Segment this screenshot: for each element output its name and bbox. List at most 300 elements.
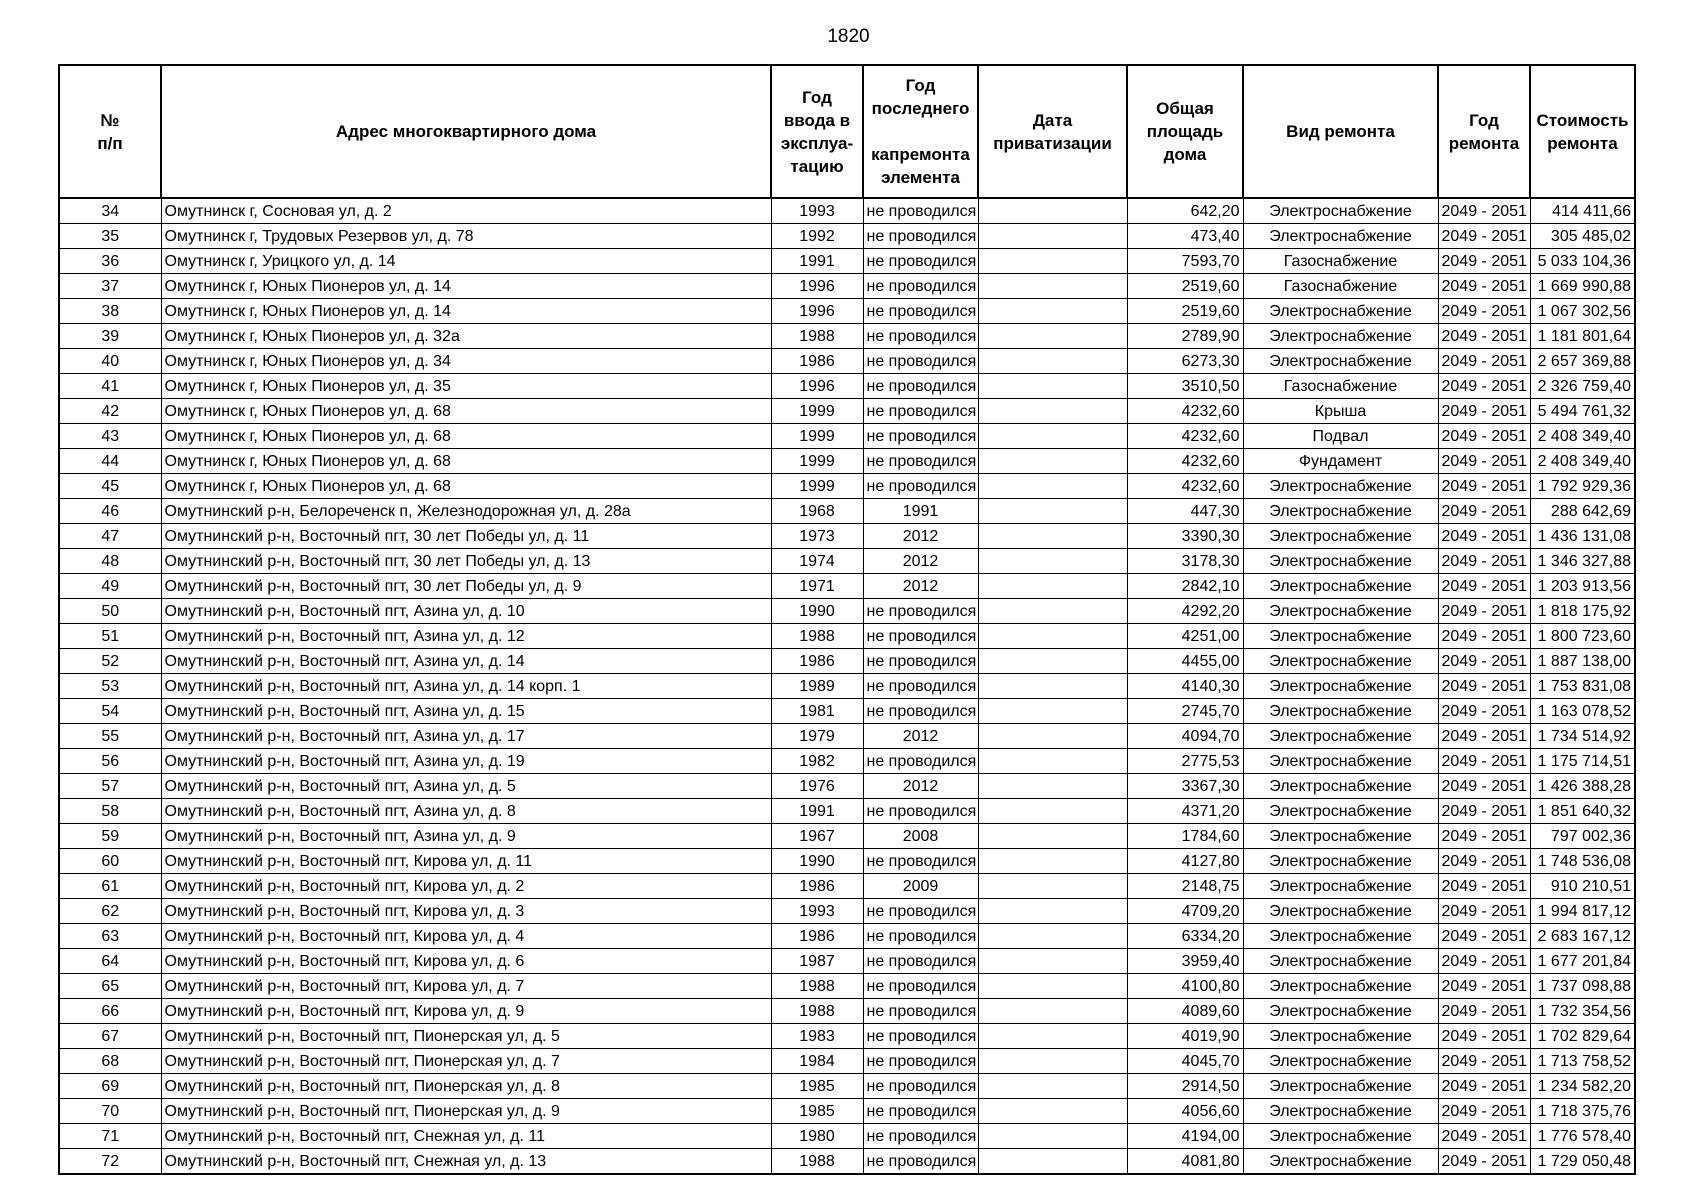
year-built-cell: 1981 [771, 699, 863, 724]
cost-cell: 797 002,36 [1530, 824, 1635, 849]
last-repair-cell: не проводился [863, 674, 978, 699]
repair-type-cell: Газоснабжение [1243, 274, 1438, 299]
table-row [59, 774, 1635, 799]
header-address: Адрес многоквартирного дома [161, 65, 771, 198]
row-number-cell: 69 [59, 1074, 161, 1099]
last-repair-cell: не проводился [863, 1074, 978, 1099]
repair-type-cell: Электроснабжение [1243, 349, 1438, 374]
repair-period-cell: 2049 - 2051 [1438, 974, 1530, 999]
privatization-cell [978, 824, 1127, 849]
cost-cell: 2 657 369,88 [1530, 349, 1635, 374]
header-cost: Стоимость ремонта [1530, 65, 1635, 198]
row-number-cell: 67 [59, 1024, 161, 1049]
cost-cell: 1 776 578,40 [1530, 1124, 1635, 1149]
repair-register-table [58, 64, 1636, 1175]
last-repair-cell: 2012 [863, 574, 978, 599]
year-built-cell: 1986 [771, 349, 863, 374]
area-cell: 2745,70 [1127, 699, 1243, 724]
last-repair-cell: 2012 [863, 724, 978, 749]
table-row [59, 324, 1635, 349]
year-built-cell: 1993 [771, 198, 863, 224]
repair-type-cell: Электроснабжение [1243, 774, 1438, 799]
table-row [59, 198, 1635, 224]
privatization-cell [978, 424, 1127, 449]
privatization-cell [978, 524, 1127, 549]
row-number-cell: 42 [59, 399, 161, 424]
cost-cell: 1 181 801,64 [1530, 324, 1635, 349]
last-repair-cell: не проводился [863, 374, 978, 399]
year-built-cell: 1999 [771, 474, 863, 499]
last-repair-cell: не проводился [863, 799, 978, 824]
address-cell: Омутнинский р-н, Восточный пгт, Кирова ул, д. 3 [161, 899, 771, 924]
address-cell: Омутнинск г, Юных Пионеров ул, д. 35 [161, 374, 771, 399]
area-cell: 4100,80 [1127, 974, 1243, 999]
privatization-cell [978, 1024, 1127, 1049]
privatization-cell [978, 1099, 1127, 1124]
table-row [59, 849, 1635, 874]
repair-type-cell: Электроснабжение [1243, 524, 1438, 549]
area-cell: 2148,75 [1127, 874, 1243, 899]
address-cell: Омутнинск г, Сосновая ул, д. 2 [161, 198, 771, 224]
repair-period-cell: 2049 - 2051 [1438, 198, 1530, 224]
year-built-cell: 1973 [771, 524, 863, 549]
row-number-cell: 36 [59, 249, 161, 274]
privatization-cell [978, 499, 1127, 524]
year-built-cell: 1985 [771, 1074, 863, 1099]
repair-period-cell: 2049 - 2051 [1438, 499, 1530, 524]
row-number-cell: 46 [59, 499, 161, 524]
repair-period-cell: 2049 - 2051 [1438, 749, 1530, 774]
year-built-cell: 1996 [771, 299, 863, 324]
table-row [59, 874, 1635, 899]
address-cell: Омутнинский р-н, Восточный пгт, Азина ул, д. 15 [161, 699, 771, 724]
table-row [59, 1149, 1635, 1175]
repair-period-cell: 2049 - 2051 [1438, 1049, 1530, 1074]
year-built-cell: 1979 [771, 724, 863, 749]
repair-type-cell: Электроснабжение [1243, 1149, 1438, 1175]
repair-period-cell: 2049 - 2051 [1438, 524, 1530, 549]
area-cell: 642,20 [1127, 198, 1243, 224]
address-cell: Омутнинск г, Трудовых Резервов ул, д. 78 [161, 224, 771, 249]
repair-period-cell: 2049 - 2051 [1438, 724, 1530, 749]
cost-cell: 1 737 098,88 [1530, 974, 1635, 999]
header-privatization: Дата приватизации [978, 65, 1127, 198]
repair-period-cell: 2049 - 2051 [1438, 1149, 1530, 1175]
row-number-cell: 35 [59, 224, 161, 249]
address-cell: Омутнинский р-н, Восточный пгт, Снежная ул, д. 11 [161, 1124, 771, 1149]
last-repair-cell: 2012 [863, 774, 978, 799]
page-number: 1820 [827, 26, 870, 47]
privatization-cell [978, 599, 1127, 624]
privatization-cell [978, 324, 1127, 349]
repair-period-cell: 2049 - 2051 [1438, 874, 1530, 899]
repair-type-cell: Электроснабжение [1243, 198, 1438, 224]
table-body [59, 198, 1635, 1174]
table-row [59, 349, 1635, 374]
row-number-cell: 39 [59, 324, 161, 349]
header-repair-type: Вид ремонта [1243, 65, 1438, 198]
cost-cell: 1 669 990,88 [1530, 274, 1635, 299]
area-cell: 4232,60 [1127, 424, 1243, 449]
address-cell: Омутнинский р-н, Восточный пгт, Снежная ул, д. 13 [161, 1149, 771, 1175]
repair-period-cell: 2049 - 2051 [1438, 599, 1530, 624]
cost-cell: 1 677 201,84 [1530, 949, 1635, 974]
row-number-cell: 65 [59, 974, 161, 999]
last-repair-cell: 2012 [863, 524, 978, 549]
repair-type-cell: Электроснабжение [1243, 624, 1438, 649]
row-number-cell: 48 [59, 549, 161, 574]
privatization-cell [978, 574, 1127, 599]
year-built-cell: 1984 [771, 1049, 863, 1074]
header-repair-period: Год ремонта [1438, 65, 1530, 198]
table-row [59, 1124, 1635, 1149]
row-number-cell: 38 [59, 299, 161, 324]
address-cell: Омутнинский р-н, Восточный пгт, 30 лет Победы ул, д. 9 [161, 574, 771, 599]
year-built-cell: 1971 [771, 574, 863, 599]
privatization-cell [978, 399, 1127, 424]
last-repair-cell: 2012 [863, 549, 978, 574]
row-number-cell: 55 [59, 724, 161, 749]
repair-type-cell: Газоснабжение [1243, 249, 1438, 274]
last-repair-cell: не проводился [863, 999, 978, 1024]
address-cell: Омутнинск г, Юных Пионеров ул, д. 68 [161, 449, 771, 474]
area-cell: 4019,90 [1127, 1024, 1243, 1049]
cost-cell: 1 702 829,64 [1530, 1024, 1635, 1049]
table-row [59, 824, 1635, 849]
last-repair-cell: 1991 [863, 499, 978, 524]
year-built-cell: 1986 [771, 874, 863, 899]
row-number-cell: 58 [59, 799, 161, 824]
privatization-cell [978, 1149, 1127, 1175]
address-cell: Омутнинск г, Юных Пионеров ул, д. 68 [161, 399, 771, 424]
year-built-cell: 1993 [771, 899, 863, 924]
row-number-cell: 68 [59, 1049, 161, 1074]
row-number-cell: 71 [59, 1124, 161, 1149]
repair-type-cell: Электроснабжение [1243, 1074, 1438, 1099]
last-repair-cell: не проводился [863, 649, 978, 674]
row-number-cell: 64 [59, 949, 161, 974]
privatization-cell [978, 374, 1127, 399]
cost-cell: 1 887 138,00 [1530, 649, 1635, 674]
repair-type-cell: Подвал [1243, 424, 1438, 449]
repair-period-cell: 2049 - 2051 [1438, 399, 1530, 424]
year-built-cell: 1999 [771, 449, 863, 474]
privatization-cell [978, 774, 1127, 799]
table-row [59, 624, 1635, 649]
area-cell: 4127,80 [1127, 849, 1243, 874]
last-repair-cell: не проводился [863, 599, 978, 624]
cost-cell: 5 033 104,36 [1530, 249, 1635, 274]
table-row [59, 724, 1635, 749]
repair-period-cell: 2049 - 2051 [1438, 374, 1530, 399]
area-cell: 3178,30 [1127, 549, 1243, 574]
cost-cell: 305 485,02 [1530, 224, 1635, 249]
repair-type-cell: Электроснабжение [1243, 224, 1438, 249]
privatization-cell [978, 1074, 1127, 1099]
repair-type-cell: Электроснабжение [1243, 649, 1438, 674]
privatization-cell [978, 924, 1127, 949]
year-built-cell: 1988 [771, 1149, 863, 1175]
last-repair-cell: не проводился [863, 924, 978, 949]
cost-cell: 1 346 327,88 [1530, 549, 1635, 574]
address-cell: Омутнинск г, Юных Пионеров ул, д. 34 [161, 349, 771, 374]
repair-type-cell: Электроснабжение [1243, 324, 1438, 349]
row-number-cell: 52 [59, 649, 161, 674]
privatization-cell [978, 624, 1127, 649]
table-row [59, 899, 1635, 924]
table-row [59, 374, 1635, 399]
address-cell: Омутнинск г, Юных Пионеров ул, д. 14 [161, 299, 771, 324]
repair-period-cell: 2049 - 2051 [1438, 549, 1530, 574]
area-cell: 4232,60 [1127, 399, 1243, 424]
row-number-cell: 44 [59, 449, 161, 474]
cost-cell: 1 792 929,36 [1530, 474, 1635, 499]
address-cell: Омутнинский р-н, Восточный пгт, 30 лет Победы ул, д. 11 [161, 524, 771, 549]
cost-cell: 1 851 640,32 [1530, 799, 1635, 824]
address-cell: Омутнинский р-н, Восточный пгт, Азина ул, д. 9 [161, 824, 771, 849]
year-built-cell: 1974 [771, 549, 863, 574]
area-cell: 6334,20 [1127, 924, 1243, 949]
last-repair-cell: не проводился [863, 1124, 978, 1149]
repair-type-cell: Электроснабжение [1243, 499, 1438, 524]
cost-cell: 1 994 817,12 [1530, 899, 1635, 924]
year-built-cell: 1996 [771, 374, 863, 399]
privatization-cell [978, 749, 1127, 774]
row-number-cell: 34 [59, 198, 161, 224]
year-built-cell: 1990 [771, 849, 863, 874]
last-repair-cell: не проводился [863, 324, 978, 349]
year-built-cell: 1996 [771, 274, 863, 299]
year-built-cell: 1990 [771, 599, 863, 624]
repair-type-cell: Крыша [1243, 399, 1438, 424]
repair-period-cell: 2049 - 2051 [1438, 824, 1530, 849]
area-cell: 4081,80 [1127, 1149, 1243, 1175]
header-last-repair: Год последнего капремонта элемента [863, 65, 978, 198]
area-cell: 4056,60 [1127, 1099, 1243, 1124]
table-row [59, 674, 1635, 699]
last-repair-cell: не проводился [863, 299, 978, 324]
area-cell: 2789,90 [1127, 324, 1243, 349]
repair-period-cell: 2049 - 2051 [1438, 849, 1530, 874]
cost-cell: 2 683 167,12 [1530, 924, 1635, 949]
last-repair-cell: не проводился [863, 624, 978, 649]
table-header-row [59, 65, 1635, 198]
privatization-cell [978, 299, 1127, 324]
cost-cell: 414 411,66 [1530, 198, 1635, 224]
last-repair-cell: не проводился [863, 949, 978, 974]
row-number-cell: 70 [59, 1099, 161, 1124]
cost-cell: 1 175 714,51 [1530, 749, 1635, 774]
privatization-cell [978, 1124, 1127, 1149]
repair-period-cell: 2049 - 2051 [1438, 649, 1530, 674]
privatization-cell [978, 1049, 1127, 1074]
cost-cell: 1 753 831,08 [1530, 674, 1635, 699]
area-cell: 4292,20 [1127, 599, 1243, 624]
repair-type-cell: Электроснабжение [1243, 1024, 1438, 1049]
repair-period-cell: 2049 - 2051 [1438, 1099, 1530, 1124]
repair-type-cell: Электроснабжение [1243, 1124, 1438, 1149]
repair-type-cell: Электроснабжение [1243, 674, 1438, 699]
address-cell: Омутнинский р-н, Восточный пгт, Пионерская ул, д. 8 [161, 1074, 771, 1099]
address-cell: Омутнинский р-н, Восточный пгт, 30 лет Победы ул, д. 13 [161, 549, 771, 574]
last-repair-cell: не проводился [863, 449, 978, 474]
address-cell: Омутнинский р-н, Восточный пгт, Пионерская ул, д. 7 [161, 1049, 771, 1074]
address-cell: Омутнинский р-н, Восточный пгт, Кирова ул, д. 7 [161, 974, 771, 999]
area-cell: 4045,70 [1127, 1049, 1243, 1074]
table-row [59, 699, 1635, 724]
address-cell: Омутнинск г, Урицкого ул, д. 14 [161, 249, 771, 274]
table-row [59, 474, 1635, 499]
cost-cell: 1 426 388,28 [1530, 774, 1635, 799]
privatization-cell [978, 699, 1127, 724]
address-cell: Омутнинский р-н, Восточный пгт, Азина ул, д. 14 [161, 649, 771, 674]
privatization-cell [978, 449, 1127, 474]
row-number-cell: 60 [59, 849, 161, 874]
repair-period-cell: 2049 - 2051 [1438, 1074, 1530, 1099]
row-number-cell: 56 [59, 749, 161, 774]
table-row [59, 924, 1635, 949]
address-cell: Омутнинский р-н, Восточный пгт, Кирова ул, д. 2 [161, 874, 771, 899]
area-cell: 4232,60 [1127, 474, 1243, 499]
row-number-cell: 53 [59, 674, 161, 699]
repair-period-cell: 2049 - 2051 [1438, 449, 1530, 474]
last-repair-cell: не проводился [863, 198, 978, 224]
privatization-cell [978, 349, 1127, 374]
table-row [59, 599, 1635, 624]
table-row [59, 1049, 1635, 1074]
row-number-cell: 45 [59, 474, 161, 499]
year-built-cell: 1986 [771, 924, 863, 949]
repair-period-cell: 2049 - 2051 [1438, 474, 1530, 499]
area-cell: 4140,30 [1127, 674, 1243, 699]
cost-cell: 1 713 758,52 [1530, 1049, 1635, 1074]
area-cell: 4094,70 [1127, 724, 1243, 749]
row-number-cell: 43 [59, 424, 161, 449]
table-row [59, 299, 1635, 324]
address-cell: Омутнинский р-н, Восточный пгт, Азина ул, д. 19 [161, 749, 771, 774]
privatization-cell [978, 249, 1127, 274]
repair-type-cell: Электроснабжение [1243, 949, 1438, 974]
year-built-cell: 1968 [771, 499, 863, 524]
table-row [59, 274, 1635, 299]
privatization-cell [978, 874, 1127, 899]
repair-type-cell: Электроснабжение [1243, 874, 1438, 899]
repair-type-cell: Электроснабжение [1243, 749, 1438, 774]
privatization-cell [978, 974, 1127, 999]
address-cell: Омутнинский р-н, Восточный пгт, Пионерская ул, д. 9 [161, 1099, 771, 1124]
table-row [59, 949, 1635, 974]
repair-period-cell: 2049 - 2051 [1438, 999, 1530, 1024]
cost-cell: 1 729 050,48 [1530, 1149, 1635, 1175]
year-built-cell: 1982 [771, 749, 863, 774]
address-cell: Омутнинский р-н, Восточный пгт, Пионерская ул, д. 5 [161, 1024, 771, 1049]
year-built-cell: 1991 [771, 249, 863, 274]
last-repair-cell: не проводился [863, 249, 978, 274]
row-number-cell: 37 [59, 274, 161, 299]
area-cell: 447,30 [1127, 499, 1243, 524]
cost-cell: 1 734 514,92 [1530, 724, 1635, 749]
address-cell: Омутнинский р-н, Восточный пгт, Азина ул, д. 17 [161, 724, 771, 749]
last-repair-cell: не проводился [863, 399, 978, 424]
header-number: № п/п [59, 65, 161, 198]
area-cell: 4709,20 [1127, 899, 1243, 924]
repair-period-cell: 2049 - 2051 [1438, 949, 1530, 974]
last-repair-cell: не проводился [863, 899, 978, 924]
area-cell: 4232,60 [1127, 449, 1243, 474]
cost-cell: 1 436 131,08 [1530, 524, 1635, 549]
cost-cell: 1 163 078,52 [1530, 699, 1635, 724]
repair-period-cell: 2049 - 2051 [1438, 674, 1530, 699]
repair-type-cell: Электроснабжение [1243, 999, 1438, 1024]
privatization-cell [978, 549, 1127, 574]
table-row [59, 399, 1635, 424]
area-cell: 3367,30 [1127, 774, 1243, 799]
area-cell: 4371,20 [1127, 799, 1243, 824]
repair-period-cell: 2049 - 2051 [1438, 274, 1530, 299]
year-built-cell: 1988 [771, 324, 863, 349]
privatization-cell [978, 674, 1127, 699]
cost-cell: 5 494 761,32 [1530, 399, 1635, 424]
privatization-cell [978, 724, 1127, 749]
repair-period-cell: 2049 - 2051 [1438, 299, 1530, 324]
last-repair-cell: не проводился [863, 1149, 978, 1175]
table-row [59, 974, 1635, 999]
table-row [59, 249, 1635, 274]
repair-type-cell: Электроснабжение [1243, 1049, 1438, 1074]
repair-period-cell: 2049 - 2051 [1438, 224, 1530, 249]
table-row [59, 649, 1635, 674]
last-repair-cell: 2008 [863, 824, 978, 849]
area-cell: 4089,60 [1127, 999, 1243, 1024]
row-number-cell: 40 [59, 349, 161, 374]
year-built-cell: 1983 [771, 1024, 863, 1049]
repair-type-cell: Электроснабжение [1243, 724, 1438, 749]
privatization-cell [978, 799, 1127, 824]
year-built-cell: 1991 [771, 799, 863, 824]
table-row [59, 749, 1635, 774]
cost-cell: 1 067 302,56 [1530, 299, 1635, 324]
cost-cell: 1 234 582,20 [1530, 1074, 1635, 1099]
table-row [59, 499, 1635, 524]
cost-cell: 1 732 354,56 [1530, 999, 1635, 1024]
address-cell: Омутнинский р-н, Восточный пгт, Азина ул, д. 14 корп. 1 [161, 674, 771, 699]
repair-period-cell: 2049 - 2051 [1438, 774, 1530, 799]
year-built-cell: 1980 [771, 1124, 863, 1149]
privatization-cell [978, 224, 1127, 249]
area-cell: 4194,00 [1127, 1124, 1243, 1149]
repair-type-cell: Электроснабжение [1243, 799, 1438, 824]
cost-cell: 1 203 913,56 [1530, 574, 1635, 599]
repair-type-cell: Электроснабжение [1243, 299, 1438, 324]
table-row [59, 799, 1635, 824]
address-cell: Омутнинск г, Юных Пионеров ул, д. 68 [161, 424, 771, 449]
repair-period-cell: 2049 - 2051 [1438, 424, 1530, 449]
address-cell: Омутнинский р-н, Восточный пгт, Кирова ул, д. 6 [161, 949, 771, 974]
address-cell: Омутнинский р-н, Восточный пгт, Кирова ул, д. 11 [161, 849, 771, 874]
table-row [59, 1074, 1635, 1099]
repair-period-cell: 2049 - 2051 [1438, 249, 1530, 274]
last-repair-cell: не проводился [863, 1024, 978, 1049]
row-number-cell: 41 [59, 374, 161, 399]
address-cell: Омутнинский р-н, Восточный пгт, Кирова ул, д. 9 [161, 999, 771, 1024]
repair-type-cell: Электроснабжение [1243, 549, 1438, 574]
year-built-cell: 1988 [771, 974, 863, 999]
repair-period-cell: 2049 - 2051 [1438, 349, 1530, 374]
privatization-cell [978, 999, 1127, 1024]
last-repair-cell: не проводился [863, 699, 978, 724]
year-built-cell: 1988 [771, 624, 863, 649]
area-cell: 3510,50 [1127, 374, 1243, 399]
